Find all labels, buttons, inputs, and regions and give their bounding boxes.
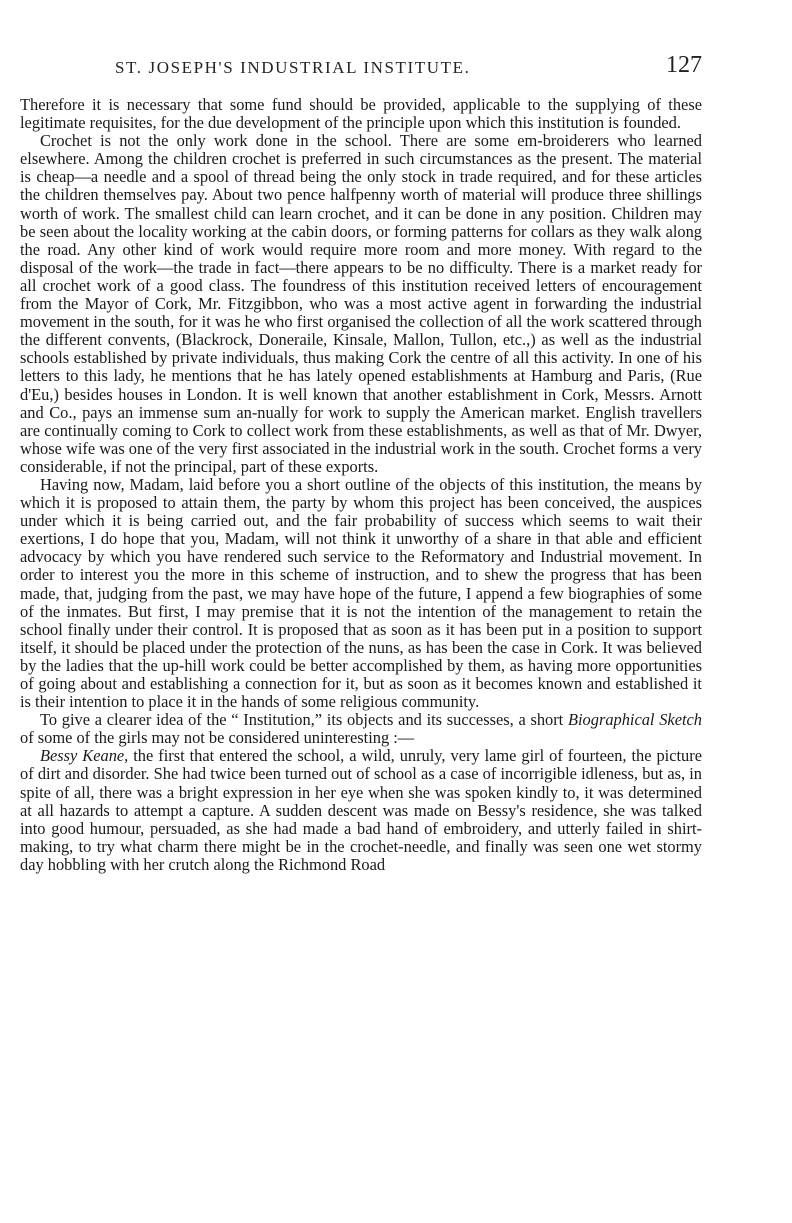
paragraph-5 [20,747,702,874]
paragraph-4 [20,711,702,747]
paragraph-5-tail: the first that entered the school, a wild, unruly, very lame girl of fourteen, the picture of dirt and disorder. She had twice been turned out of school as a case of incorrigible idleness, but as, in spite of all, there was a bright expression in her eye when she was spoken kindly to, it was determined at all hazards to attempt a capture. A sudden descent was made on Bessy's residence, she was talked into good humour, persuaded, as she had made a bad hand of embroidery, and utterly failed in shirt-making, to try what charm there might be in the crochet-needle, and finally was seen one wet stormy day hobbling with her crutch along the Richmond Road [20,746,702,874]
paragraph-4-tail: of some of the girls may not be considered uninteresting :— [20,728,415,748]
body-text [20,96,702,874]
paragraph-1: Therefore it is necessary that some fund should be provided, applicable to the supplying of these legitimate requisites, for the due development of the principle upon which this institution is founded. [20,95,702,133]
paragraph-2: Crochet is not the only work done in the school. There are some em-broiderers who learned elsewhere. Among the children crochet is preferred in such circumstances as the present. The material is cheap—a needle and a spool of thread being the only stock in trade required, and for these articles the children themselves pay. About two pence halfpenny worth of material will produce three shillings worth of work. The smallest child can learn crochet, and it can be done in any position. Children may be seen about the locality working at the cabin doors, or forming patterns for collars as they walk along the road. Any other kind of work would require more room and more money. With regard to the disposal of the work—the trade in fact—there appears to be no difficulty. There is a market ready for all crochet work of a good class. The foundress of this institution received letters of encouragement from the Mayor of Cork, Mr. Fitzgibbon, who was a most active agent in forwarding the industrial movement in the south, for it was he who first organised the collection of all the work scattered through the different convents, (Blackrock, Doneraile, Kinsale, Mallon, Tullon, etc.,) as well as the industrial schools established by private individuals, thus making Cork the centre of all this activity. In one of his letters to this lady, he mentions that he has lately opened establishments at Hamburg and Paris, (Rue d'Eu,) besides houses in London. It is well known that another establishment in Cork, Messrs. Arnott and Co., pays an immense sum an-nually for work to supply the American market. English travellers are continually coming to Cork to collect work from these establishments, as well as that of Mr. Dwyer, whose wife was one of the very first associated in the industrial work in the south. Crochet forms a very considerable, if not the principal, part of these exports. [20,131,702,476]
running-title: ST. JOSEPH'S INDUSTRIAL INSTITUTE. [115,58,471,77]
paragraph-3: Having now, Madam, laid before you a short outline of the objects of this institution, the means by which it is proposed to attain them, the party by whom this project has been conceived, the auspices under which it is being carried out, and the fair probability of success which seems to wait their exertions, I do hope that you, Madam, will not think it unworthy of a share in that able and efficient advocacy by which you have rendered such service to the Reformatory and Industrial movement. In order to interest you the more in this scheme of instruction, and to shew the progress that has been made, that, judging from the past, we may have hope of the future, I append a few biographies of some of the inmates. But first, I may premise that it is not the intention of the management to retain the school finally under their control. It is proposed that as soon as it has been put in a position to support itself, it should be placed under the protection of the nuns, as has been the case in Cork. It was believed by the ladies that the up-hill work could be better accomplished by them, as having more opportunities of going about and establishing a connection for it, but as soon as it becomes known and established it is their intention to place it in the hands of some religious community. [20,474,702,712]
paragraph-4-lead: To give a clearer idea of the “ Institution,” its objects and its successes, a short [40,710,568,730]
biographical-sketch-italic: Biographical Sketch [567,710,702,730]
page-number: 127 [666,52,702,78]
running-head [20,52,702,82]
bessy-keane-italic: Bessy Keane, [40,746,129,766]
